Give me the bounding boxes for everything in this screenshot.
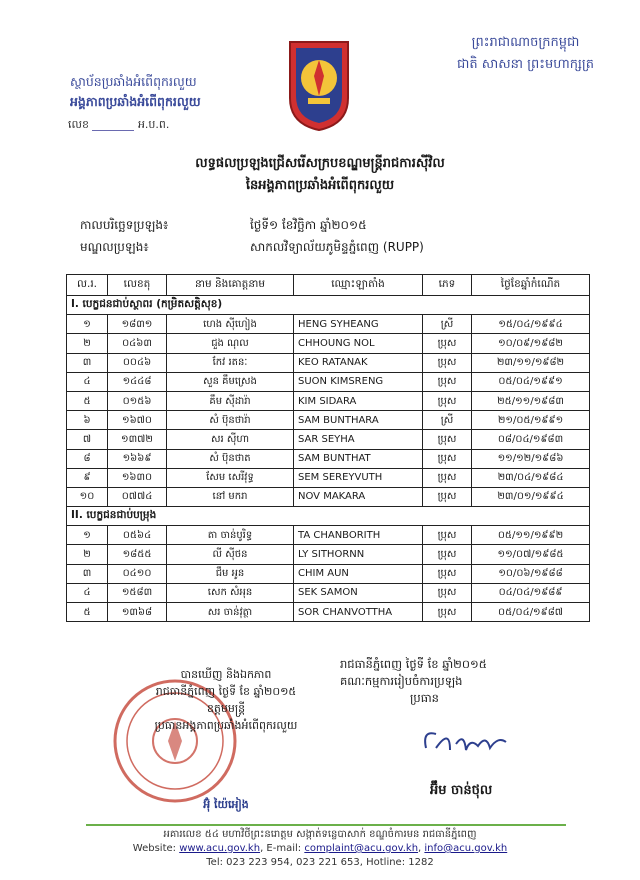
cell-desk: ០៤៦៣ (108, 334, 167, 353)
reference-number (68, 118, 198, 134)
table-row (67, 372, 590, 391)
cell-khmer-name: សេក សំអុន (167, 583, 294, 602)
cell-desk: ១៦៧០ (108, 411, 167, 430)
cell-no: ១ (67, 315, 108, 334)
table-row (67, 603, 590, 622)
cell-sex: ប្រុស (423, 468, 472, 487)
cell-dob: ១៥/០៤/១៩៩៤ (472, 315, 590, 334)
cell-latin-name: LY SITHORNN (294, 545, 423, 564)
cell-dob: ០៥/១១/១៩៩២ (472, 526, 590, 545)
col-latin-name: ឈ្មោះឡាតាំង (294, 275, 423, 296)
cell-latin-name: KEO RATANAK (294, 353, 423, 372)
cell-sex: ប្រុស (423, 334, 472, 353)
table-row (67, 545, 590, 564)
cell-khmer-name: សំ ប៊ុនថាត (167, 449, 294, 468)
table-row (67, 315, 590, 334)
cell-dob: ២៣/១១/១៩៨២ (472, 353, 590, 372)
exam-date-label: កាលបរិច្ឆេទប្រឡង៖ (80, 218, 169, 232)
cell-latin-name: SAM BUNTHAT (294, 449, 423, 468)
footer-email-sep: , (418, 843, 425, 854)
cell-latin-name: NOV MAKARA (294, 487, 423, 506)
cell-desk: ១៦៦៩ (108, 449, 167, 468)
cell-dob: ២៥/១១/១៩៨៣ (472, 391, 590, 410)
cell-no: ១០ (67, 487, 108, 506)
cell-khmer-name: សួន គឹមស្រេង (167, 372, 294, 391)
cell-khmer-name: សែម សេរីវុទ្ធ (167, 468, 294, 487)
approval-block (126, 666, 326, 813)
agency-header (70, 72, 201, 112)
footer-tel: Tel: 023 223 954, 023 221 653, Hotline: 1282 (206, 857, 434, 868)
footer-address: អគារលេខ ៥៤ មហាវិថីព្រះនរោត្តម សង្កាត់ទន្លេបាសាក់ ខណ្ឌចំការមន រាជធានីភ្នំពេញ (163, 829, 477, 840)
cell-khmer-name: កែវ រតនៈ (167, 353, 294, 372)
cell-sex: ស្រី (423, 315, 472, 334)
cell-latin-name: CHHOUNG NOL (294, 334, 423, 353)
cell-no: ១ (67, 526, 108, 545)
cell-desk: ០៥៦៤ (108, 526, 167, 545)
cell-dob: ១១/០៧/១៩៨៥ (472, 545, 590, 564)
cell-desk: ០១៥៦ (108, 391, 167, 410)
cell-sex: ប្រុស (423, 603, 472, 622)
cell-desk: ០៧៧៤ (108, 487, 167, 506)
footer-web-label: Website: (132, 843, 180, 854)
table-row (67, 526, 590, 545)
website-link[interactable]: www.acu.gov.kh (179, 843, 261, 854)
footer-email-label: , E-mail: (260, 843, 305, 854)
cell-no: ៤ (67, 372, 108, 391)
cell-dob: ២៣/០៤/១៩៨៤ (472, 468, 590, 487)
agency-line-2: អង្គភាពប្រឆាំងអំពើពុករលួយ (70, 94, 201, 109)
cell-dob: ២១/០៥/១៩៩១ (472, 411, 590, 430)
cell-no: ៥ (67, 391, 108, 410)
exam-date-value: ថ្ងៃទី១ ខែវិច្ឆិកា ឆ្នាំ២០១៥ (250, 218, 367, 232)
cell-sex: ស្រី (423, 411, 472, 430)
cell-khmer-name: ហេង ស៊ីហៀង (167, 315, 294, 334)
cell-desk: ១៦៣០ (108, 468, 167, 487)
cell-dob: ០៥/០៤/១៩៩១ (472, 372, 590, 391)
ref-prefix: លេខ (68, 118, 89, 131)
table-row (67, 430, 590, 449)
cell-dob: ១១/១២/១៩៨៦ (472, 449, 590, 468)
committee-line-2: គណៈកម្មការរៀបចំការប្រឡង (340, 674, 463, 688)
section-title: I. បេក្ខជនជាប់ស្ថាពរ (កម្រិតសត្តិសុខ) (67, 296, 590, 315)
cell-khmer-name: គឹម ស៊ីដារ៉ា (167, 391, 294, 410)
col-no: ល.រ. (67, 275, 108, 296)
cell-khmer-name: ជឹម អូន (167, 564, 294, 583)
cell-dob: ០៤/០៤/១៩៨៩ (472, 583, 590, 602)
cell-no: ២ (67, 545, 108, 564)
footer-divider (86, 824, 566, 826)
cell-sex: ប្រុស (423, 449, 472, 468)
agency-line-1: ស្ថាប័នប្រឆាំងអំពើពុករលួយ (70, 74, 197, 89)
committee-line-1: រាជធានីភ្នំពេញ ថ្ងៃទី ខែ ឆ្នាំ២០១៥ (340, 657, 487, 671)
cell-no: ៨ (67, 449, 108, 468)
cell-desk: ១៣៦៨ (108, 603, 167, 622)
info-email-link[interactable]: info@acu.gov.kh (424, 843, 508, 854)
table-header-row (67, 275, 590, 296)
ref-suffix: អ.ប.ព. (137, 118, 170, 131)
cell-dob: ២៣/០១/១៩៩៤ (472, 487, 590, 506)
cell-latin-name: SUON KIMSRENG (294, 372, 423, 391)
exam-venue-label: មណ្ឌលប្រឡង៖ (80, 240, 149, 254)
cell-sex: ប្រុស (423, 545, 472, 564)
cell-dob: ១០/០៦/១៩៨៨ (472, 564, 590, 583)
cell-desk: ១៣៧២ (108, 430, 167, 449)
cell-latin-name: SOR CHANVOTTHA (294, 603, 423, 622)
col-sex: ភេទ (423, 275, 472, 296)
cell-khmer-name: តា ចាន់បូរិទ្ធ (167, 526, 294, 545)
cell-desk: ០៤១០ (108, 564, 167, 583)
cell-no: ៥ (67, 603, 108, 622)
kingdom-line-1: ព្រះរាជាណាចក្រកម្ពុជា (471, 35, 580, 50)
complaint-email-link[interactable]: complaint@acu.gov.kh (304, 843, 419, 854)
doc-title-line-2: នៃអង្គភាពប្រឆាំងអំពើពុករលួយ (245, 178, 395, 193)
cell-sex: ប្រុស (423, 564, 472, 583)
committee-name: អ៊ឹម ចាន់ថុល (430, 783, 493, 798)
results-table (66, 274, 590, 622)
cell-latin-name: SEM SEREYVUTH (294, 468, 423, 487)
approval-line-1: បានឃើញ និងឯកភាព (180, 668, 272, 681)
cell-latin-name: SEK SAMON (294, 583, 423, 602)
table-row (67, 449, 590, 468)
cell-sex: ប្រុស (423, 391, 472, 410)
cell-khmer-name: នៅ មករា (167, 487, 294, 506)
cell-latin-name: CHIM AUN (294, 564, 423, 583)
cell-latin-name: SAR SEYHA (294, 430, 423, 449)
approval-line-3: ឧត្តមមន្ត្រី (206, 702, 246, 715)
cell-dob: ០៥/០៤/១៩៨៧ (472, 603, 590, 622)
col-khmer-name: នាម និងគោត្តនាម (167, 275, 294, 296)
cell-dob: ០៨/០៤/១៩៨៣ (472, 430, 590, 449)
ref-handwritten (92, 120, 134, 131)
cell-khmer-name: សរ ចាន់វុត្ថា (167, 603, 294, 622)
cell-desk: ១៤៤៨ (108, 372, 167, 391)
cell-khmer-name: សំ ប៊ុនថារ៉ា (167, 411, 294, 430)
table-row (67, 391, 590, 410)
table-row (67, 583, 590, 602)
cell-no: ៧ (67, 430, 108, 449)
handwritten-signature (420, 724, 510, 768)
acu-logo (286, 36, 352, 132)
cell-khmer-name: សរ ស៊ីហា (167, 430, 294, 449)
section-row (67, 507, 590, 526)
cell-no: ៩ (67, 468, 108, 487)
col-desk: លេខតុ (108, 275, 167, 296)
cell-no: ៤ (67, 583, 108, 602)
cell-dob: ១០/០៩/១៩៨២ (472, 334, 590, 353)
cell-sex: ប្រុស (423, 353, 472, 372)
approval-name: អ៊ុំ យ៉ៃអៀង (203, 798, 249, 811)
cell-latin-name: HENG SYHEANG (294, 315, 423, 334)
table-row (67, 487, 590, 506)
cell-sex: ប្រុស (423, 487, 472, 506)
footer-contact (0, 842, 640, 856)
cell-sex: ប្រុស (423, 583, 472, 602)
cell-no: ២ (67, 334, 108, 353)
cell-desk: ១៥៨៣ (108, 583, 167, 602)
table-row (67, 411, 590, 430)
cell-khmer-name: លី ស៊ីថន (167, 545, 294, 564)
cell-sex: ប្រុស (423, 430, 472, 449)
section-row (67, 296, 590, 315)
doc-title-line-1: លទ្ធផលប្រឡងជ្រើសរើសក្របខណ្ឌមន្ត្រីរាជការស៊ីវិល (195, 156, 445, 171)
kingdom-header (457, 32, 594, 76)
table-row (67, 334, 590, 353)
cell-latin-name: SAM BUNTHARA (294, 411, 423, 430)
cell-no: ៦ (67, 411, 108, 430)
cell-latin-name: TA CHANBORITH (294, 526, 423, 545)
kingdom-line-2: ជាតិ សាសនា ព្រះមហាក្សត្រ (457, 57, 594, 72)
table-row (67, 564, 590, 583)
committee-block (340, 656, 600, 707)
table-body (67, 296, 590, 622)
approval-line-2: រាជធានីភ្នំពេញ ថ្ងៃទី ខែ ឆ្នាំ២០១៥ (155, 685, 297, 698)
cell-sex: ប្រុស (423, 372, 472, 391)
committee-line-3: ប្រធាន (410, 691, 439, 705)
exam-venue (80, 238, 424, 256)
cell-khmer-name: ជួង ណុល (167, 334, 294, 353)
table-row (67, 468, 590, 487)
approval-line-4: ប្រធានអង្គភាពប្រឆាំងអំពើពុករលួយ (154, 719, 298, 732)
cell-desk: ១៨៣១ (108, 315, 167, 334)
cell-no: ៣ (67, 353, 108, 372)
cell-desk: ១៨៥៥ (108, 545, 167, 564)
cell-no: ៣ (67, 564, 108, 583)
exam-venue-value: សាកលវិទ្យាល័យភូមិន្ទភ្នំពេញ (RUPP) (250, 240, 424, 254)
col-dob: ថ្ងៃខែឆ្នាំកំណើត (472, 275, 590, 296)
cell-latin-name: KIM SIDARA (294, 391, 423, 410)
section-title: II. បេក្ខជនជាប់បម្រុង (67, 507, 590, 526)
table-row (67, 353, 590, 372)
exam-date (80, 216, 367, 234)
cell-sex: ប្រុស (423, 526, 472, 545)
cell-desk: ០០៤៦ (108, 353, 167, 372)
